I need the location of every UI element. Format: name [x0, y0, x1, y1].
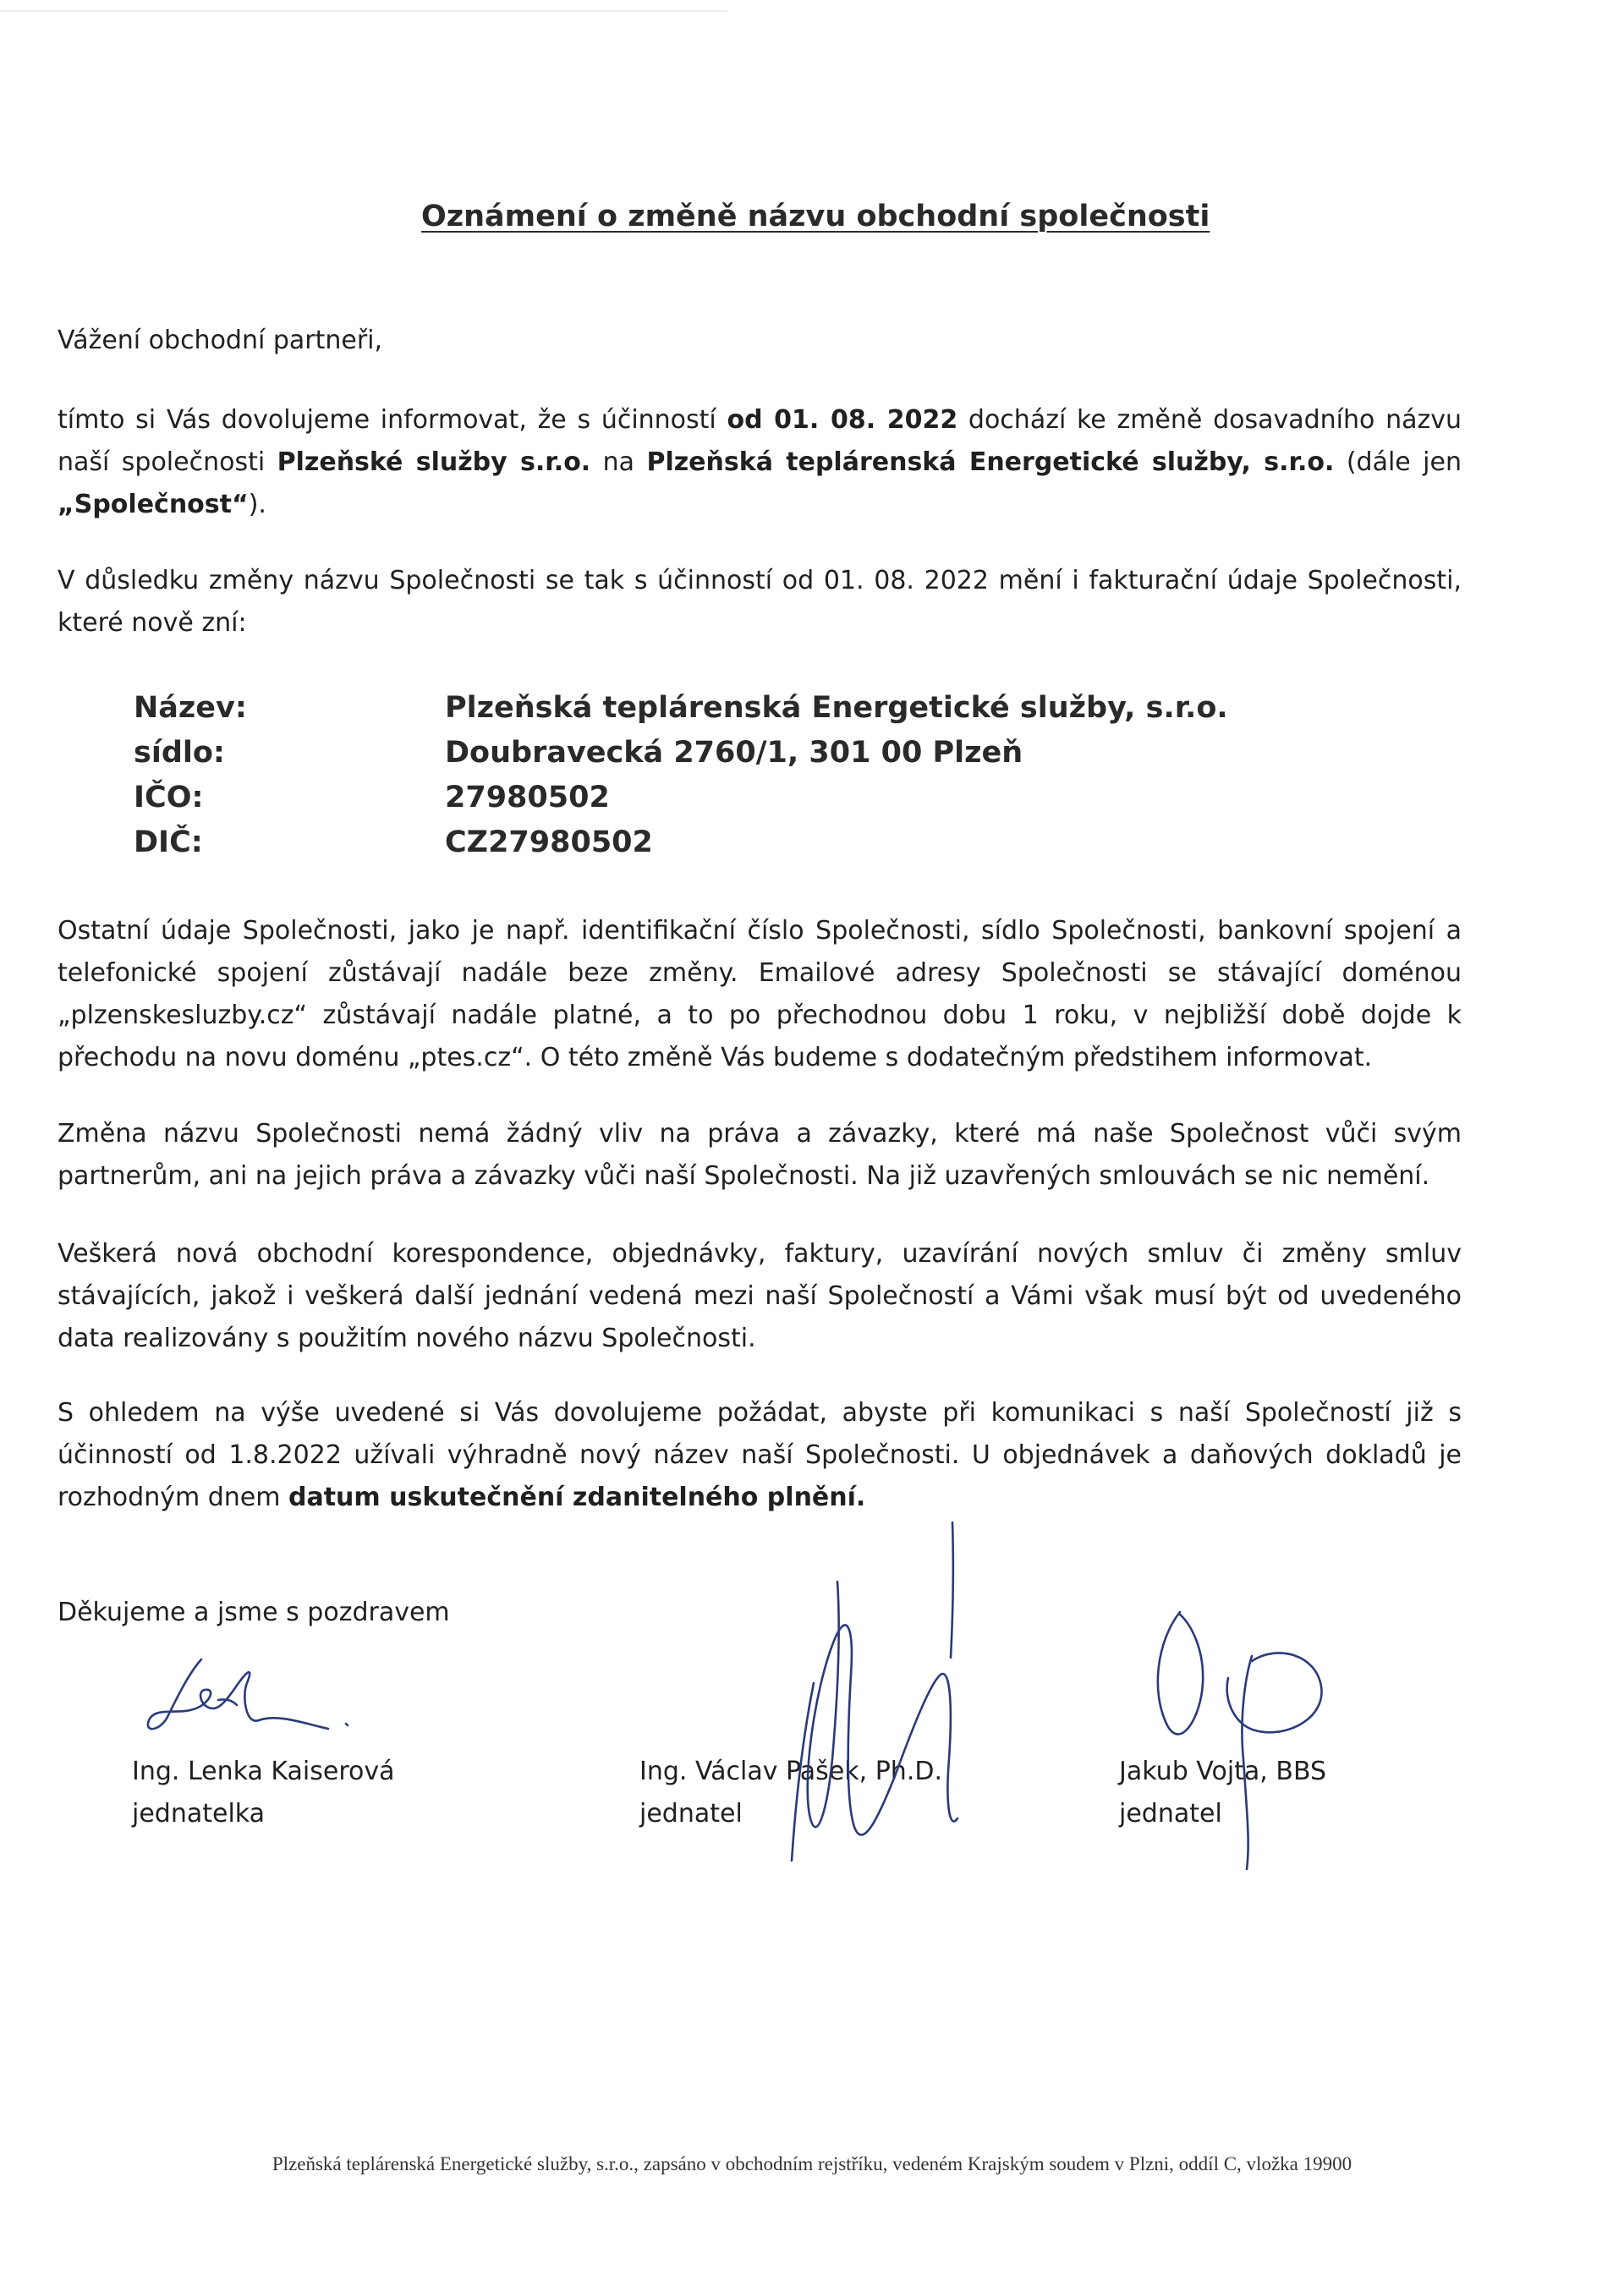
signer-name: Ing. Václav Pašek, Ph.D.	[639, 1757, 942, 1786]
effective-date: od 01. 08. 2022	[727, 405, 958, 435]
text-segment: dochází ke změně dosavadního názvu naší společnosti	[58, 405, 1462, 477]
signer-name: Ing. Lenka Kaiserová	[132, 1757, 395, 1786]
info-value: CZ27980502	[445, 825, 653, 859]
scan-top-rule	[0, 10, 727, 12]
paragraph-correspondence: Veškerá nová obchodní korespondence, objednávky, faktury, uzavírání nových smluv či změny smluv stávajících, jakož i veškerá další jednání vedená mezi naší Společností a Vámi však musí být od uvedeného data realizovány s použitím nového názvu Společnosti.	[58, 1239, 1462, 1353]
paragraph-billing-intro: V důsledku změny názvu Společnosti se tak s účinností od 01. 08. 2022 mění i fakturační údaje Společnosti, které nově zní:	[58, 566, 1462, 638]
signer-vojta	[1119, 1751, 1326, 1835]
text-segment: tímto si Vás dovolujeme informovat, že s účinností	[58, 405, 727, 435]
decisive-date-note: datum uskutečnění zdanitelného plnění.	[288, 1483, 866, 1512]
text-segment: S ohledem na výše uvedené si Vás dovolujeme požádat, abyste při komunikaci s naší Společností již s účinností od 1.8.2022 užívali výhradně nový název naší Společnosti. U objednávek a daňových dokladů je rozhodným dnem	[58, 1398, 1462, 1512]
closing-line: Děkujeme a jsme s pozdravem	[58, 1598, 450, 1627]
info-label: Název:	[134, 690, 247, 725]
info-label: DIČ:	[134, 825, 203, 859]
greeting: Vážení obchodní partneři,	[58, 326, 383, 355]
letter-title: Oznámení o změně názvu obchodní společnosti	[421, 200, 1210, 233]
paragraph-other-details: Ostatní údaje Společnosti, jako je např. identifikační číslo Společnosti, sídlo Společnosti, bankovní spojení a telefonické spojení zůstávají nadále beze změny. Emailové adresy Společnosti se stávající doménou „plzenskesluzby.cz“ zůstávají nadále platné, a to po přechodnou dobu 1 roku, v nejbližší době dojde k přechodu na novu doménu „ptes.cz“. O této změně Vás budeme s dodatečným předstihem informovat.	[58, 916, 1462, 1072]
signer-pasek	[639, 1751, 942, 1835]
footer-registration: Plzeňská teplárenská Energetické služby, s.r.o., zapsáno v obchodním rejstříku, vedeném Krajským soudem v Plzni, oddíl C, vložka 19900	[272, 2153, 1352, 2174]
signer-role: jednatel	[1119, 1799, 1222, 1829]
info-row-dic	[134, 820, 1318, 864]
old-company-name: Plzeňské služby s.r.o.	[277, 447, 591, 477]
info-row-ico	[134, 775, 1318, 820]
info-value: Doubravecká 2760/1, 301 00 Plzeň	[445, 735, 1023, 770]
text-segment: (dále jen	[1334, 447, 1462, 477]
signer-name: Jakub Vojta, BBS	[1119, 1757, 1327, 1786]
company-info-block	[134, 685, 1318, 864]
info-label: sídlo:	[134, 735, 225, 770]
info-label: IČO:	[134, 780, 204, 814]
signer-kaiserova	[132, 1751, 395, 1835]
signature-kaiserova	[148, 1659, 348, 1729]
info-row-name	[134, 685, 1318, 730]
info-value: Plzeňská teplárenská Energetické služby, s.r.o.	[445, 690, 1228, 725]
text-segment: na	[590, 447, 647, 477]
signer-role: jednatelka	[132, 1799, 266, 1829]
text-segment: ).	[248, 490, 266, 519]
new-company-name: Plzeňská teplárenská Energetické služby, s.r.o.	[646, 447, 1335, 477]
info-value: 27980502	[445, 780, 610, 814]
paragraph-request	[58, 1392, 1462, 1519]
info-row-seat	[134, 730, 1318, 775]
paragraph-no-impact: Změna názvu Společnosti nemá žádný vliv na práva a závazky, které má naše Společnost vůči svým partnerům, ani na jejich práva a závazky vůči naší Společnosti. Na již uzavřených smlouvách se nic nemění.	[58, 1119, 1462, 1191]
paragraph-name-change	[58, 399, 1462, 526]
signer-role: jednatel	[639, 1799, 743, 1829]
company-short-name: „Společnost“	[58, 490, 249, 519]
